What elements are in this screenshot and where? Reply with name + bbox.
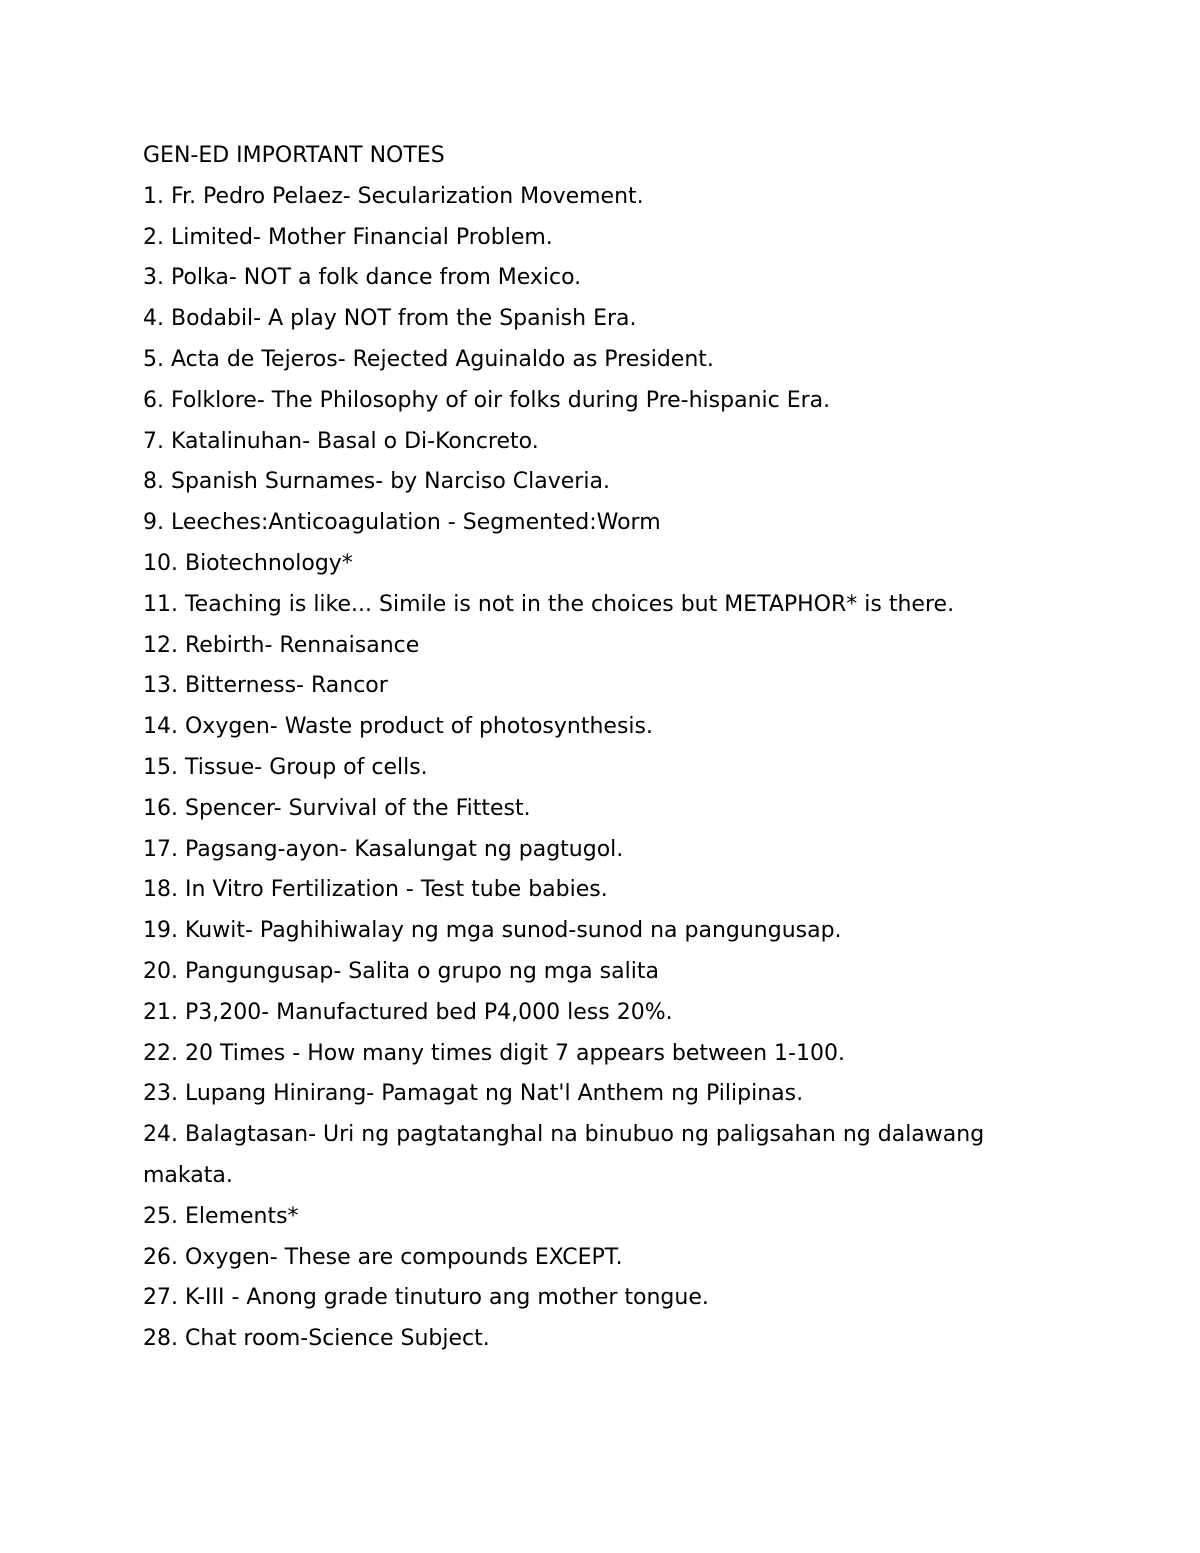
note-item: 13. Bitterness- Rancor xyxy=(143,673,388,699)
note-item: 26. Oxygen- These are compounds EXCEPT. xyxy=(143,1244,623,1270)
note-item: 21. P3,200- Manufactured bed P4,000 less 20%. xyxy=(143,999,673,1025)
document-title: GEN-ED IMPORTANT NOTES xyxy=(143,143,445,168)
note-item: 15. Tissue- Group of cells. xyxy=(143,754,428,780)
note-item: 20. Pangungusap- Salita o grupo ng mga salita xyxy=(143,958,659,984)
note-item: 12. Rebirth- Rennaisance xyxy=(143,632,420,658)
note-item: 25. Elements* xyxy=(143,1203,299,1229)
note-item: 23. Lupang Hinirang- Pamagat ng Nat'l Anthem ng Pilipinas. xyxy=(143,1081,804,1107)
note-item: 24. Balagtasan- Uri ng pagtatanghal na binubuo ng paligsahan ng dalawang makata. xyxy=(143,1122,985,1188)
document-page xyxy=(143,136,1063,1360)
note-item: 22. 20 Times - How many times digit 7 appears between 1-100. xyxy=(143,1040,845,1066)
note-item: 18. In Vitro Fertilization - Test tube babies. xyxy=(143,877,608,903)
note-item: 27. K-III - Anong grade tinuturo ang mother tongue. xyxy=(143,1285,709,1311)
note-item: 11. Teaching is like... Simile is not in the choices but METAPHOR* is there. xyxy=(143,591,955,617)
note-item: 6. Folklore- The Philosophy of oir folks during Pre-hispanic Era. xyxy=(143,387,831,413)
note-item: 28. Chat room-Science Subject. xyxy=(143,1326,490,1352)
note-item: 9. Leeches:Anticoagulation - Segmented:Worm xyxy=(143,510,661,536)
note-item: 14. Oxygen- Waste product of photosynthesis. xyxy=(143,714,653,740)
note-item: 3. Polka- NOT a folk dance from Mexico. xyxy=(143,265,582,291)
note-item: 19. Kuwit- Paghihiwalay ng mga sunod-sunod na pangungusap. xyxy=(143,918,842,944)
note-item: 10. Biotechnology* xyxy=(143,550,353,576)
note-item: 2. Limited- Mother Financial Problem. xyxy=(143,224,553,250)
note-item: 17. Pagsang-ayon- Kasalungat ng pagtugol. xyxy=(143,836,624,862)
note-item: 7. Katalinuhan- Basal o Di-Koncreto. xyxy=(143,428,539,454)
note-item: 8. Spanish Surnames- by Narciso Claveria. xyxy=(143,469,610,495)
note-item: 4. Bodabil- A play NOT from the Spanish Era. xyxy=(143,306,637,332)
note-item: 16. Spencer- Survival of the Fittest. xyxy=(143,795,531,821)
note-item: 5. Acta de Tejeros- Rejected Aguinaldo as President. xyxy=(143,346,714,372)
note-item: 1. Fr. Pedro Pelaez- Secularization Movement. xyxy=(143,183,644,209)
